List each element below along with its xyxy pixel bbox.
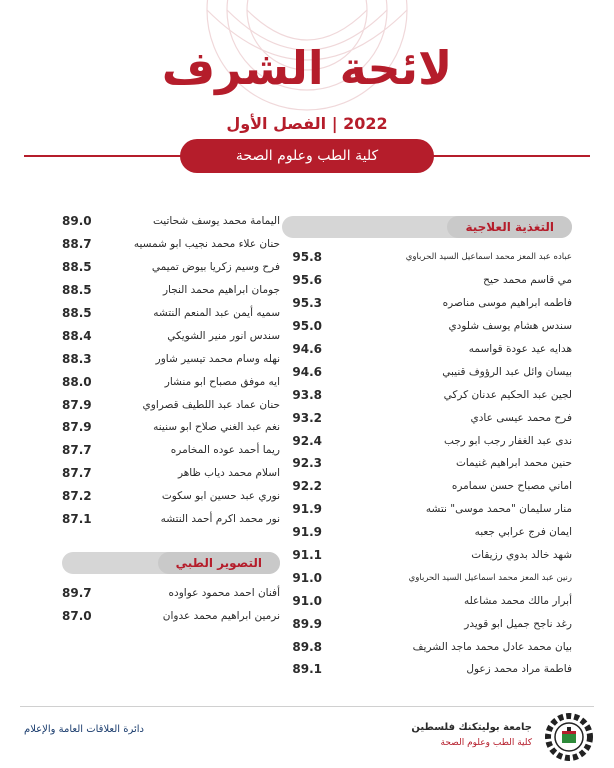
student-score: 87.1 (62, 512, 92, 527)
student-name: رنين عبد المعز محمد اسماعيل السيد الحرباوي (408, 572, 572, 583)
student-name: سميه أيمن عبد المنعم النتشه (153, 307, 280, 319)
list-item (62, 582, 280, 605)
student-name: منار سليمان "محمد موسى" نتشه (425, 503, 572, 516)
student-name: فاطمه ابراهيم موسى مناصره (442, 297, 572, 310)
footer-divider (20, 706, 594, 707)
student-name: مي قاسم محمد حيح (483, 274, 572, 287)
student-score: 95.8 (292, 250, 322, 265)
student-score: 87.7 (62, 443, 92, 458)
list-item (292, 406, 572, 429)
student-name: حنان عماد عبد اللطيف قصراوي (142, 398, 280, 411)
semester-subtitle: 2022 | الفصل الأول (226, 114, 388, 133)
student-name: سندس هشام يوسف شلودي (448, 320, 572, 333)
list-item (292, 269, 572, 292)
student-name: فرح محمد عيسى عادي (470, 411, 572, 424)
student-score: 88.5 (62, 306, 92, 320)
student-name: جومان ابراهيم محمد النجار (162, 284, 280, 297)
student-score: 93.8 (292, 387, 322, 402)
list-item (62, 605, 280, 628)
list-item (292, 658, 572, 681)
student-score: 94.6 (292, 342, 322, 356)
pr-department: دائرة العلاقات العامة والإعلام (24, 724, 145, 735)
list-item (62, 508, 280, 531)
student-name: لجين عبد الحكيم عدنان كركي (443, 388, 572, 401)
student-name: ايه موفق مصباح ابو منشار (164, 375, 280, 388)
student-score: 89.0 (62, 214, 92, 229)
student-score: 94.6 (292, 364, 322, 379)
list-item (292, 315, 572, 338)
list-item (62, 393, 280, 416)
student-score: 95.0 (292, 319, 322, 334)
divider-left (24, 155, 182, 157)
list-item (62, 210, 280, 233)
list-item (292, 429, 572, 452)
university-name: جامعة بوليتكنك فلسطين (411, 722, 532, 733)
student-name: بيسان وائل عبد الرؤوف قنيبي (442, 365, 572, 378)
student-score: 88.7 (62, 237, 92, 252)
student-name: نهله وسام محمد تيسير شاور (155, 352, 280, 365)
list-item (62, 416, 280, 439)
list-item (62, 324, 280, 347)
list-item (292, 360, 572, 383)
student-name: أبرار مالك محمد مشاعله (463, 594, 572, 607)
college-badge: كلية الطب وعلوم الصحة (180, 139, 434, 173)
student-name: بيان محمد عادل محمد ماجد الشريف (412, 640, 572, 653)
list-item (292, 452, 572, 475)
student-name: اماني مصباح حسن سمامره (451, 480, 572, 493)
student-name: حنان علاء محمد نجيب ابو شمسيه (133, 238, 280, 251)
student-name: نغم عبد الغني صلاح ابو سنينه (153, 421, 280, 434)
list-item (292, 589, 572, 612)
student-score: 87.2 (62, 489, 92, 504)
list-item (62, 256, 280, 279)
list-item (292, 521, 572, 544)
student-name: ايمان فرج عرابي جعبه (474, 526, 572, 539)
section-header-imaging (62, 552, 280, 574)
list-item (292, 635, 572, 658)
student-name: اسلام محمد دياب ظاهر (177, 467, 280, 480)
student-name: نور محمد اكرم أحمد النتشه (160, 513, 280, 526)
list-item (62, 347, 280, 370)
student-name: اليمامة محمد يوسف شحاتيت (153, 215, 280, 228)
list-item (62, 279, 280, 302)
section-title: التغذية العلاجية (447, 216, 572, 238)
list-item (292, 498, 572, 521)
student-score: 88.5 (62, 260, 92, 275)
student-name: عباده عبد المعز محمد اسماعيل السيد الحرباوي (405, 252, 572, 263)
student-score: 92.2 (292, 479, 322, 494)
list-item (62, 302, 280, 325)
student-score: 95.3 (292, 296, 322, 311)
student-name: نرمين ابراهيم محمد عدوان (162, 610, 280, 623)
list-item (292, 292, 572, 315)
student-name: حنين محمد ابراهيم غنيمات (455, 457, 572, 470)
list-item (62, 439, 280, 462)
student-score: 89.9 (292, 616, 322, 631)
list-item (292, 246, 572, 269)
student-name: ندى عبد الغفار رجب ابو رجب (443, 434, 572, 447)
list-item (292, 475, 572, 498)
divider-right (432, 155, 590, 157)
student-name: فاطمة مراد محمد زعول (466, 663, 572, 676)
student-score: 91.0 (292, 570, 322, 585)
student-name: رغد ناجح جميل ابو قويدر (464, 617, 572, 630)
imaging-section (62, 552, 280, 628)
student-score: 87.0 (62, 609, 92, 624)
student-score: 91.1 (292, 548, 322, 563)
student-score: 88.0 (62, 374, 92, 389)
list-item (62, 462, 280, 485)
student-score: 87.9 (62, 420, 92, 435)
student-score: 91.0 (292, 593, 322, 608)
university-logo-icon (544, 712, 594, 762)
student-score: 87.7 (62, 466, 92, 481)
student-score: 91.9 (292, 502, 322, 517)
list-item (292, 544, 572, 567)
student-score: 93.2 (292, 410, 322, 425)
student-score: 87.9 (62, 397, 92, 412)
student-score: 88.5 (62, 283, 92, 298)
list-item (292, 383, 572, 406)
footer-college: كلية الطب وعلوم الصحة (440, 738, 532, 748)
student-score: 88.4 (62, 328, 92, 343)
student-name: هدايه عيد عودة قواسمه (468, 343, 572, 355)
student-name: نوري عبد حسين ابو سكوت (161, 490, 280, 503)
student-score: 92.3 (292, 456, 322, 471)
student-name: أفنان احمد محمود عواوده (168, 587, 280, 600)
nutrition-column (292, 216, 572, 681)
list-item (292, 612, 572, 635)
student-score: 88.3 (62, 351, 92, 366)
student-score: 89.1 (292, 662, 322, 677)
student-name: فرح وسيم زكريا بيوض تميمي (151, 261, 280, 274)
section-title: التصوير الطبي (158, 552, 280, 574)
nutrition-continued-column (62, 210, 280, 530)
student-score: 91.9 (292, 525, 322, 540)
list-item (292, 338, 572, 361)
student-name: سندس انور منير الشويكي (167, 329, 280, 342)
page-title: لائحة الشرف (161, 41, 453, 95)
student-score: 89.8 (292, 639, 322, 654)
student-name: ريما أحمد عوده المخامره (170, 444, 280, 457)
student-score: 89.7 (62, 586, 92, 601)
student-score: 92.4 (292, 433, 322, 448)
list-item (292, 566, 572, 589)
section-header-nutrition (282, 216, 572, 238)
list-item (62, 370, 280, 393)
student-score: 95.6 (292, 273, 322, 288)
student-name: شهد خالد بدوي رزيقات (471, 549, 572, 562)
list-item (62, 233, 280, 256)
list-item (62, 485, 280, 508)
